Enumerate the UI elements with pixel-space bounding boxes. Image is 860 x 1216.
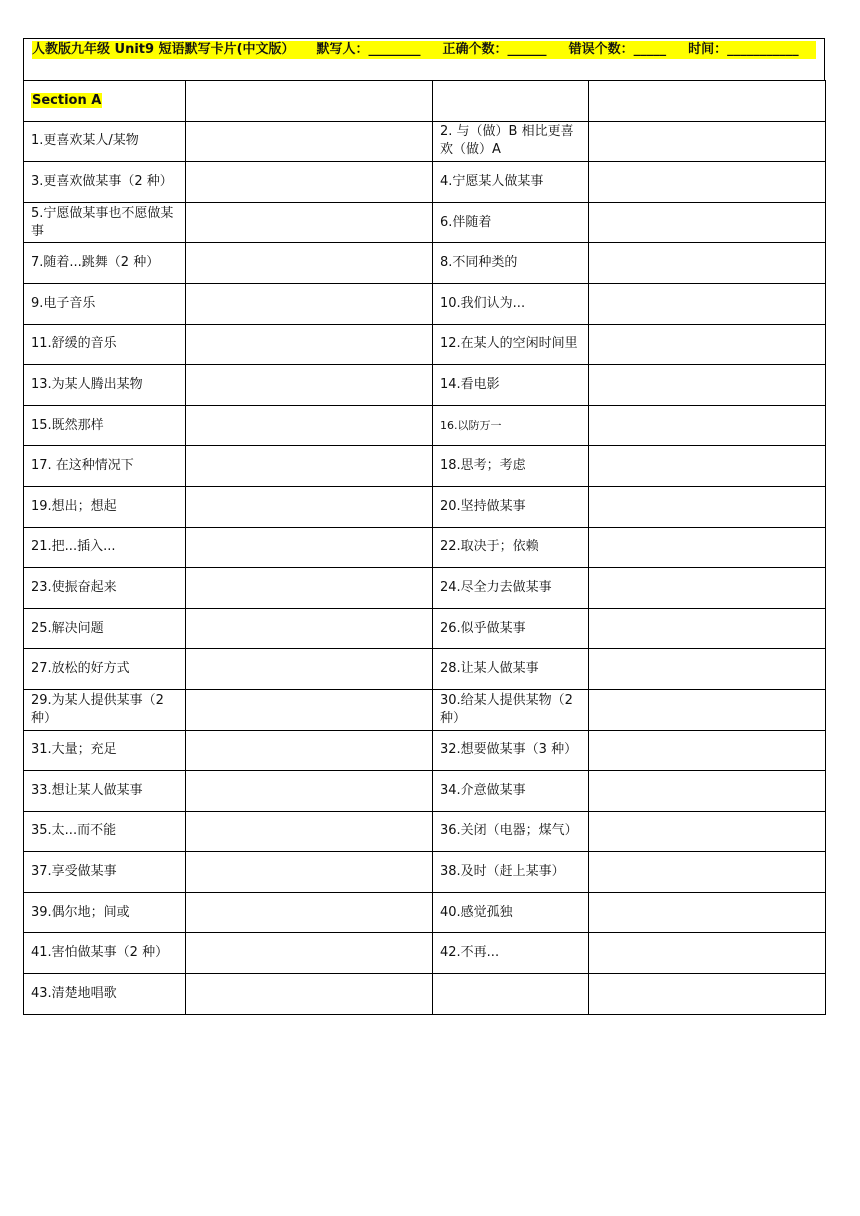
phrase-cell: 39.偶尔地；间或 (24, 892, 186, 933)
table-row (24, 243, 826, 284)
phrase-cell: 37.享受做某事 (24, 852, 186, 893)
phrase-cell: 20.坚持做某事 (433, 486, 589, 527)
answer-cell (589, 527, 826, 568)
phrase-cell: 27.放松的好方式 (24, 649, 186, 690)
table-row (24, 771, 826, 812)
answer-cell (186, 81, 433, 122)
phrase-cell: 36.关闭（电器；煤气） (433, 811, 589, 852)
answer-cell (186, 405, 433, 446)
phrase-cell: 14.看电影 (433, 365, 589, 406)
phrase-cell: 8.不同种类的 (433, 243, 589, 284)
answer-cell (186, 892, 433, 933)
phrase-cell: 9.电子音乐 (24, 283, 186, 324)
phrase-cell: 19.想出；想起 (24, 486, 186, 527)
phrase-cell: 1.更喜欢某人/某物 (24, 121, 186, 162)
phrase-cell: 16.以防万一 (433, 405, 589, 446)
table-row (24, 689, 826, 730)
answer-cell (589, 283, 826, 324)
answer-cell (186, 243, 433, 284)
table-row (24, 852, 826, 893)
phrase-cell: 18.思考；考虑 (433, 446, 589, 487)
phrase-cell: 38.及时（赶上某事） (433, 852, 589, 893)
phrase-cell: 32.想要做某事（3 种） (433, 730, 589, 771)
phrase-cell: 2. 与（做）B 相比更喜欢（做）A (433, 121, 589, 162)
phrase-cell: 4.宁愿某人做某事 (433, 162, 589, 203)
answer-cell (589, 162, 826, 203)
answer-cell (589, 324, 826, 365)
table-row (24, 568, 826, 609)
phrase-cell: 43.清楚地唱歌 (24, 974, 186, 1015)
table-row (24, 608, 826, 649)
phrase-cell: 3.更喜欢做某事（2 种） (24, 162, 186, 203)
answer-cell (186, 446, 433, 487)
sheet-title: 人教版九年级 Unit9 短语默写卡片(中文版） (32, 42, 295, 57)
table-row (24, 405, 826, 446)
answer-cell (589, 365, 826, 406)
phrase-cell: 10.我们认为... (433, 283, 589, 324)
answer-cell (589, 892, 826, 933)
phrase-cell: 33.想让某人做某事 (24, 771, 186, 812)
phrase-cell: 17. 在这种情况下 (24, 446, 186, 487)
answer-cell (589, 852, 826, 893)
phrase-cell (433, 974, 589, 1015)
phrase-cell: 7.随着...跳舞（2 种） (24, 243, 186, 284)
table-row (24, 527, 826, 568)
answer-cell (589, 486, 826, 527)
answer-cell (589, 649, 826, 690)
answer-cell (186, 162, 433, 203)
answer-cell (186, 689, 433, 730)
answer-cell (589, 730, 826, 771)
answer-cell (186, 486, 433, 527)
answer-cell (589, 81, 826, 122)
table-row (24, 730, 826, 771)
table-row (24, 324, 826, 365)
section-label: Section A (32, 92, 102, 108)
table-row (24, 162, 826, 203)
phrase-cell: 15.既然那样 (24, 405, 186, 446)
answer-cell (186, 771, 433, 812)
table-row (24, 121, 826, 162)
phrase-cell: 24.尽全力去做某事 (433, 568, 589, 609)
table-row (24, 649, 826, 690)
phrase-cell: 23.使振奋起来 (24, 568, 186, 609)
phrase-cell: 22.取决于；依赖 (433, 527, 589, 568)
table-row (24, 933, 826, 974)
answer-cell (186, 527, 433, 568)
phrase-cell: 12.在某人的空闲时间里 (433, 324, 589, 365)
answer-cell (186, 121, 433, 162)
answer-cell (589, 933, 826, 974)
table-row (24, 974, 826, 1015)
answer-cell (589, 608, 826, 649)
phrase-cell: 6.伴随着 (433, 202, 589, 243)
phrase-cell (433, 81, 589, 122)
answer-cell (589, 243, 826, 284)
answer-cell (589, 202, 826, 243)
phrase-cell: 31.大量；充足 (24, 730, 186, 771)
answer-cell (186, 283, 433, 324)
table-row (24, 892, 826, 933)
answer-cell (186, 608, 433, 649)
phrase-cell: 21.把...插入... (24, 527, 186, 568)
correct-count-field: 正确个数：______ (442, 42, 547, 57)
answer-cell (589, 689, 826, 730)
answer-cell (186, 649, 433, 690)
phrase-cell: 30.给某人提供某物（2 种） (433, 689, 589, 730)
answer-cell (186, 730, 433, 771)
phrase-cell: 35.太...而不能 (24, 811, 186, 852)
answer-cell (589, 121, 826, 162)
phrase-cell: 41.害怕做某事（2 种） (24, 933, 186, 974)
phrase-cell: 42.不再... (433, 933, 589, 974)
answer-cell (186, 933, 433, 974)
answer-cell (186, 974, 433, 1015)
answer-cell (589, 446, 826, 487)
table-row (24, 811, 826, 852)
phrase-table (23, 80, 826, 1015)
phrase-cell: 29.为某人提供某事（2 种） (24, 689, 186, 730)
writer-field: 默写人：________ (316, 42, 421, 57)
phrase-cell: 5.宁愿做某事也不愿做某事 (24, 202, 186, 243)
answer-cell (186, 202, 433, 243)
time-field: 时间：___________ (688, 42, 799, 57)
answer-cell (589, 568, 826, 609)
section-cell (24, 81, 186, 122)
answer-cell (186, 852, 433, 893)
section-row (24, 81, 826, 122)
phrase-cell: 34.介意做某事 (433, 771, 589, 812)
phrase-cell: 28.让某人做某事 (433, 649, 589, 690)
phrase-cell: 13.为某人腾出某物 (24, 365, 186, 406)
answer-cell (186, 568, 433, 609)
wrong-count-field: 错误个数：_____ (568, 42, 667, 57)
answer-cell (589, 405, 826, 446)
answer-cell (186, 324, 433, 365)
table-row (24, 202, 826, 243)
phrase-cell: 11.舒缓的音乐 (24, 324, 186, 365)
answer-cell (186, 365, 433, 406)
answer-cell (186, 811, 433, 852)
answer-cell (589, 771, 826, 812)
phrase-cell: 26.似乎做某事 (433, 608, 589, 649)
answer-cell (589, 974, 826, 1015)
table-row (24, 283, 826, 324)
phrase-cell: 40.感觉孤独 (433, 892, 589, 933)
header-line (32, 41, 816, 59)
header-cell (23, 38, 825, 80)
table-row (24, 446, 826, 487)
phrase-cell: 25.解决问题 (24, 608, 186, 649)
dictation-sheet (23, 38, 825, 1015)
answer-cell (589, 811, 826, 852)
table-row (24, 365, 826, 406)
table-row (24, 486, 826, 527)
